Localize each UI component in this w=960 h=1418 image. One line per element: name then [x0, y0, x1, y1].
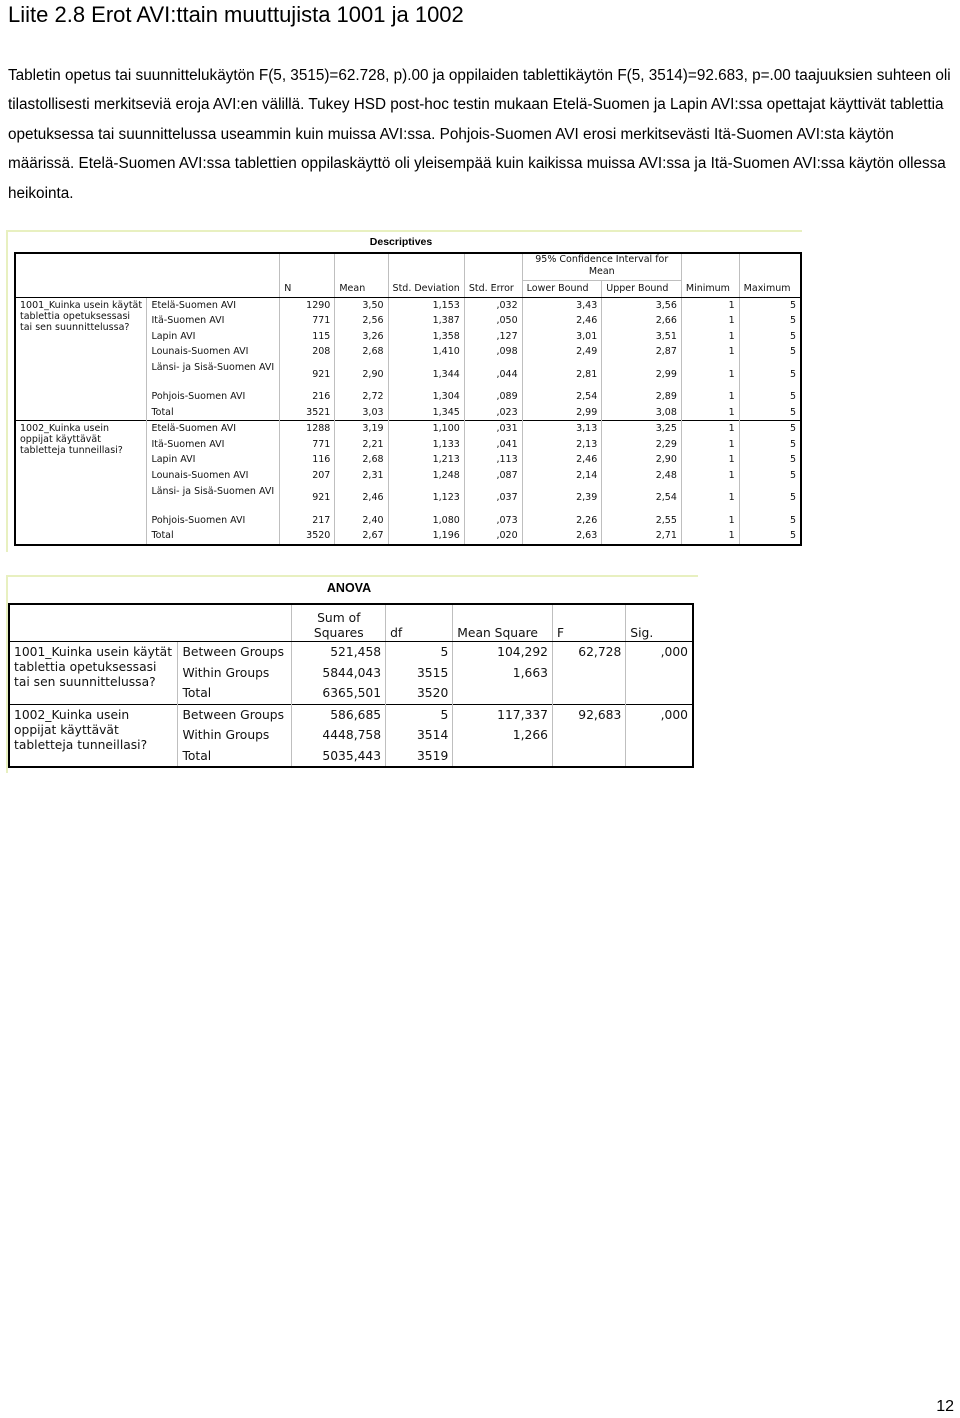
- cell-df: 3515: [386, 663, 453, 684]
- cell-n: 216: [280, 389, 335, 405]
- cell-ms: 1,266: [453, 725, 553, 746]
- header-blank-cell: [739, 253, 801, 281]
- cell-ub: 2,48: [602, 468, 682, 484]
- cell-min: 1: [681, 468, 739, 484]
- descriptives-title: Descriptives: [369, 236, 433, 248]
- cell-ub: 2,66: [602, 313, 682, 329]
- header-blank-cell: [388, 253, 464, 281]
- cell-ms: 117,337: [453, 704, 553, 725]
- row-label: Total: [178, 683, 292, 704]
- column-header: F: [553, 604, 626, 642]
- cell-max: 5: [739, 421, 801, 437]
- cell-ms: 1,663: [453, 663, 553, 684]
- cell-max: 5: [789, 299, 796, 311]
- variable-label: 1002_Kuinka usein oppijat käyttävät tabletteja tunneillasi?: [9, 704, 178, 767]
- cell-se: ,089: [464, 389, 522, 405]
- cell-lb: 2,39: [522, 484, 602, 513]
- cell-min: 1: [681, 313, 739, 329]
- cell-se: ,023: [464, 405, 522, 421]
- row-label: Länsi- ja Sisä-Suomen AVI: [147, 484, 280, 513]
- cell-min: 1: [681, 437, 739, 453]
- cell-se: ,050: [464, 313, 522, 329]
- cell-max: 5: [789, 492, 796, 504]
- page-heading: Liite 2.8 Erot AVI:ttain muuttujista 1001 ja 1002: [8, 2, 464, 27]
- cell-min: 1: [681, 297, 739, 313]
- cell-min: 1: [681, 329, 739, 345]
- cell-lb: 2,13: [522, 437, 602, 453]
- cell-se: ,041: [464, 437, 522, 453]
- cell-ub: 3,56: [602, 297, 682, 313]
- cell-ub: 2,89: [602, 389, 682, 405]
- cell-ub: 3,51: [602, 329, 682, 345]
- cell-sd: 1,410: [388, 344, 464, 360]
- descriptives-column-header-row: [15, 281, 801, 298]
- cell-mean: 2,40: [335, 513, 388, 529]
- column-header: Upper Bound: [602, 281, 682, 298]
- cell-lb: 2,63: [522, 528, 602, 545]
- row-label: Pohjois-Suomen AVI: [147, 389, 280, 405]
- row-label: Etelä-Suomen AVI: [147, 297, 280, 313]
- cell-n: 1288: [280, 421, 335, 437]
- cell-min: 1: [681, 344, 739, 360]
- cell-se: ,073: [464, 513, 522, 529]
- cell-n: 771: [280, 437, 335, 453]
- cell-max: 5: [789, 530, 796, 542]
- table-row: [9, 642, 693, 663]
- cell-sd: 1,196: [388, 528, 464, 545]
- ci-header: 95% Confidence Interval for Mean: [522, 253, 681, 281]
- cell-f: [553, 663, 626, 684]
- header-blank-cell: [335, 253, 388, 281]
- cell-sd: 1,100: [388, 421, 464, 437]
- body-paragraph: Tabletin opetus tai suunnittelukäytön F(5, 3515)=62.728, p).00 ja oppilaiden tablettikäytön F(5, 3514)=92.683, p=.00 taajuuksien suhteen oli tilastollisesti merkitseviä eroja AVI:en välillä. Tukey HSD post-hoc testin mukaan Etelä-Suomen ja Lapin AVI:ssa opettajat käyttivät tablettia opetuksessa tai suunnittelussa useammin kuin muissa AVI:ssa. Pohjois-Suomen AVI erosi merkitsevästi Itä-Suomen AVI:sta käytön määrissä. Etelä-Suomen AVI:ssa tablettien oppilaskäyttö oli yleisempää kuin kaikissa muissa AVI:ssa ja Itä-Suomen AVI:ssa käytön ollessa heikointa.: [8, 67, 951, 202]
- cell-mean: 2,67: [335, 528, 388, 545]
- cell-max: 5: [789, 438, 796, 450]
- header-blank-cell: [15, 253, 280, 281]
- cell-se: ,113: [464, 452, 522, 468]
- cell-min: 1: [681, 484, 739, 513]
- page-number: 12: [936, 1398, 954, 1415]
- cell-se: ,037: [464, 484, 522, 513]
- row-label: Lounais-Suomen AVI: [147, 344, 280, 360]
- cell-min: 1: [681, 360, 739, 389]
- row-label: Within Groups: [178, 725, 292, 746]
- cell-df: 5: [386, 642, 453, 663]
- cell-sd: 1,133: [388, 437, 464, 453]
- cell-n: 921: [280, 360, 335, 389]
- column-header: Maximum: [739, 281, 801, 298]
- cell-sig: [626, 725, 693, 746]
- cell-sd: 1,213: [388, 452, 464, 468]
- cell-max: 5: [789, 346, 796, 358]
- cell-df: 5: [386, 704, 453, 725]
- cell-lb: 3,43: [522, 297, 602, 313]
- cell-sd: 1,080: [388, 513, 464, 529]
- header-blank-cell: [15, 281, 280, 298]
- cell-sd: 1,153: [388, 297, 464, 313]
- column-header: Mean Square: [453, 604, 553, 642]
- cell-ss: 5844,043: [292, 663, 386, 684]
- row-label: Between Groups: [178, 642, 292, 663]
- descriptives-header-row: [15, 253, 801, 281]
- cell-se: ,044: [464, 360, 522, 389]
- cell-ub: 2,54: [602, 484, 682, 513]
- row-label: Within Groups: [178, 663, 292, 684]
- cell-sig: [626, 746, 693, 768]
- header-blank-cell: [280, 253, 335, 281]
- cell-ms: 104,292: [453, 642, 553, 663]
- cell-mean: 2,31: [335, 468, 388, 484]
- table-row: [15, 297, 801, 313]
- cell-lb: 2,49: [522, 344, 602, 360]
- cell-ub: 2,90: [602, 452, 682, 468]
- cell-lb: 2,46: [522, 452, 602, 468]
- cell-mean: 3,19: [335, 421, 388, 437]
- cell-f: [553, 683, 626, 704]
- table-row: [15, 421, 801, 437]
- row-label: Itä-Suomen AVI: [147, 437, 280, 453]
- cell-lb: 2,81: [522, 360, 602, 389]
- cell-sd: 1,248: [388, 468, 464, 484]
- variable-label: 1002_Kuinka usein oppijat käyttävät tabletteja tunneillasi?: [15, 421, 147, 545]
- cell-n: 115: [280, 329, 335, 345]
- variable-label: 1001_Kuinka usein käytät tablettia opetuksessasi tai sen suunnittelussa?: [15, 297, 147, 421]
- cell-mean: 2,68: [335, 344, 388, 360]
- cell-se: ,032: [464, 297, 522, 313]
- cell-sd: 1,123: [388, 484, 464, 513]
- column-header: N: [280, 281, 335, 298]
- cell-lb: 2,14: [522, 468, 602, 484]
- cell-f: 92,683: [553, 704, 626, 725]
- column-header: Lower Bound: [522, 281, 602, 298]
- column-header: Sig.: [626, 604, 693, 642]
- row-label: Etelä-Suomen AVI: [147, 421, 280, 437]
- row-label: Lounais-Suomen AVI: [147, 468, 280, 484]
- cell-n: 3521: [280, 405, 335, 421]
- cell-sd: 1,345: [388, 405, 464, 421]
- cell-sig: ,000: [660, 645, 688, 659]
- cell-ss: 521,458: [292, 642, 386, 663]
- row-label: Between Groups: [178, 704, 292, 725]
- variable-label: 1001_Kuinka usein käytät tablettia opetuksessasi tai sen suunnittelussa?: [9, 642, 178, 705]
- cell-lb: 2,54: [522, 389, 602, 405]
- cell-se: ,020: [464, 528, 522, 545]
- anova-header-row: [9, 604, 693, 642]
- column-header: Minimum: [681, 281, 739, 298]
- cell-lb: 2,99: [522, 405, 602, 421]
- cell-sig: ,000: [626, 704, 693, 725]
- cell-f: [553, 746, 626, 768]
- cell-sd: 1,304: [388, 389, 464, 405]
- column-header: Mean: [335, 281, 388, 298]
- column-header: Sum of Squares: [292, 604, 386, 642]
- cell-lb: 2,46: [522, 313, 602, 329]
- cell-n: 207: [280, 468, 335, 484]
- cell-n: 1290: [280, 297, 335, 313]
- cell-se: ,087: [464, 468, 522, 484]
- cell-ss: 6365,501: [292, 683, 386, 704]
- cell-ub: 2,29: [602, 437, 682, 453]
- cell-sig: [626, 683, 693, 704]
- cell-n: 217: [280, 513, 335, 529]
- cell-max: 5: [789, 406, 796, 418]
- cell-n: 771: [280, 313, 335, 329]
- header-blank-cell: [464, 253, 522, 281]
- anova-frame: [6, 575, 698, 773]
- cell-df: 3514: [386, 725, 453, 746]
- cell-ub: 3,25: [602, 421, 682, 437]
- cell-ss: 5035,443: [292, 746, 386, 768]
- cell-lb: 3,13: [522, 421, 602, 437]
- cell-lb: 3,01: [522, 329, 602, 345]
- cell-mean: 2,68: [335, 452, 388, 468]
- row-label: Total: [147, 405, 280, 421]
- column-header: Std. Error: [464, 281, 522, 298]
- cell-sd: 1,358: [388, 329, 464, 345]
- cell-n: 208: [280, 344, 335, 360]
- column-header: Std. Deviation: [388, 281, 464, 298]
- cell-df: 3520: [386, 683, 453, 704]
- row-label: Itä-Suomen AVI: [147, 313, 280, 329]
- descriptives-frame: [6, 230, 802, 552]
- cell-min: 1: [681, 452, 739, 468]
- cell-n: 3520: [280, 528, 335, 545]
- cell-df: 3519: [386, 746, 453, 768]
- cell-se: ,127: [464, 329, 522, 345]
- cell-ms: [453, 746, 553, 768]
- cell-mean: 3,50: [335, 297, 388, 313]
- cell-n: 921: [280, 484, 335, 513]
- cell-max: 5: [789, 469, 796, 481]
- cell-ub: 2,71: [602, 528, 682, 545]
- cell-max: 5: [789, 390, 796, 402]
- cell-mean: 2,56: [335, 313, 388, 329]
- cell-max: 5: [789, 315, 796, 327]
- cell-sd: 1,387: [388, 313, 464, 329]
- cell-ub: 3,08: [602, 405, 682, 421]
- cell-mean: 3,26: [335, 329, 388, 345]
- cell-min: 1: [681, 389, 739, 405]
- cell-lb: 2,26: [522, 513, 602, 529]
- cell-mean: 2,72: [335, 389, 388, 405]
- row-label: Lapin AVI: [147, 452, 280, 468]
- cell-ss: 586,685: [292, 704, 386, 725]
- cell-sig: [626, 663, 693, 684]
- header-blank-cell: [681, 253, 739, 281]
- header-blank-cell: [9, 604, 292, 642]
- cell-max: 5: [789, 454, 796, 466]
- cell-min: 1: [681, 421, 739, 437]
- cell-se: ,031: [464, 421, 522, 437]
- column-header: df: [386, 604, 453, 642]
- row-label: Total: [147, 528, 280, 545]
- cell-f: 62,728: [553, 642, 626, 663]
- row-label: Pohjois-Suomen AVI: [147, 513, 280, 529]
- cell-ub: 2,99: [602, 360, 682, 389]
- row-label: Lapin AVI: [147, 329, 280, 345]
- cell-mean: 2,46: [335, 484, 388, 513]
- cell-ub: 2,87: [602, 344, 682, 360]
- anova-table: [8, 603, 694, 768]
- cell-sd: 1,344: [388, 360, 464, 389]
- cell-mean: 2,21: [335, 437, 388, 453]
- cell-min: 1: [681, 528, 739, 545]
- cell-max: 5: [789, 330, 796, 342]
- cell-min: 1: [681, 513, 739, 529]
- row-label: Total: [178, 746, 292, 768]
- table-row: [9, 704, 693, 725]
- cell-min: 1: [681, 405, 739, 421]
- anova-title: ANOVA: [326, 581, 372, 595]
- cell-f: [553, 725, 626, 746]
- cell-mean: 3,03: [335, 405, 388, 421]
- cell-ms: [453, 683, 553, 704]
- cell-n: 116: [280, 452, 335, 468]
- row-label: Länsi- ja Sisä-Suomen AVI: [147, 360, 280, 389]
- cell-ub: 2,55: [602, 513, 682, 529]
- descriptives-table: [14, 252, 802, 546]
- cell-ss: 4448,758: [292, 725, 386, 746]
- cell-mean: 2,90: [335, 360, 388, 389]
- cell-max: 5: [789, 368, 796, 380]
- cell-max: 5: [789, 514, 796, 526]
- cell-se: ,098: [464, 344, 522, 360]
